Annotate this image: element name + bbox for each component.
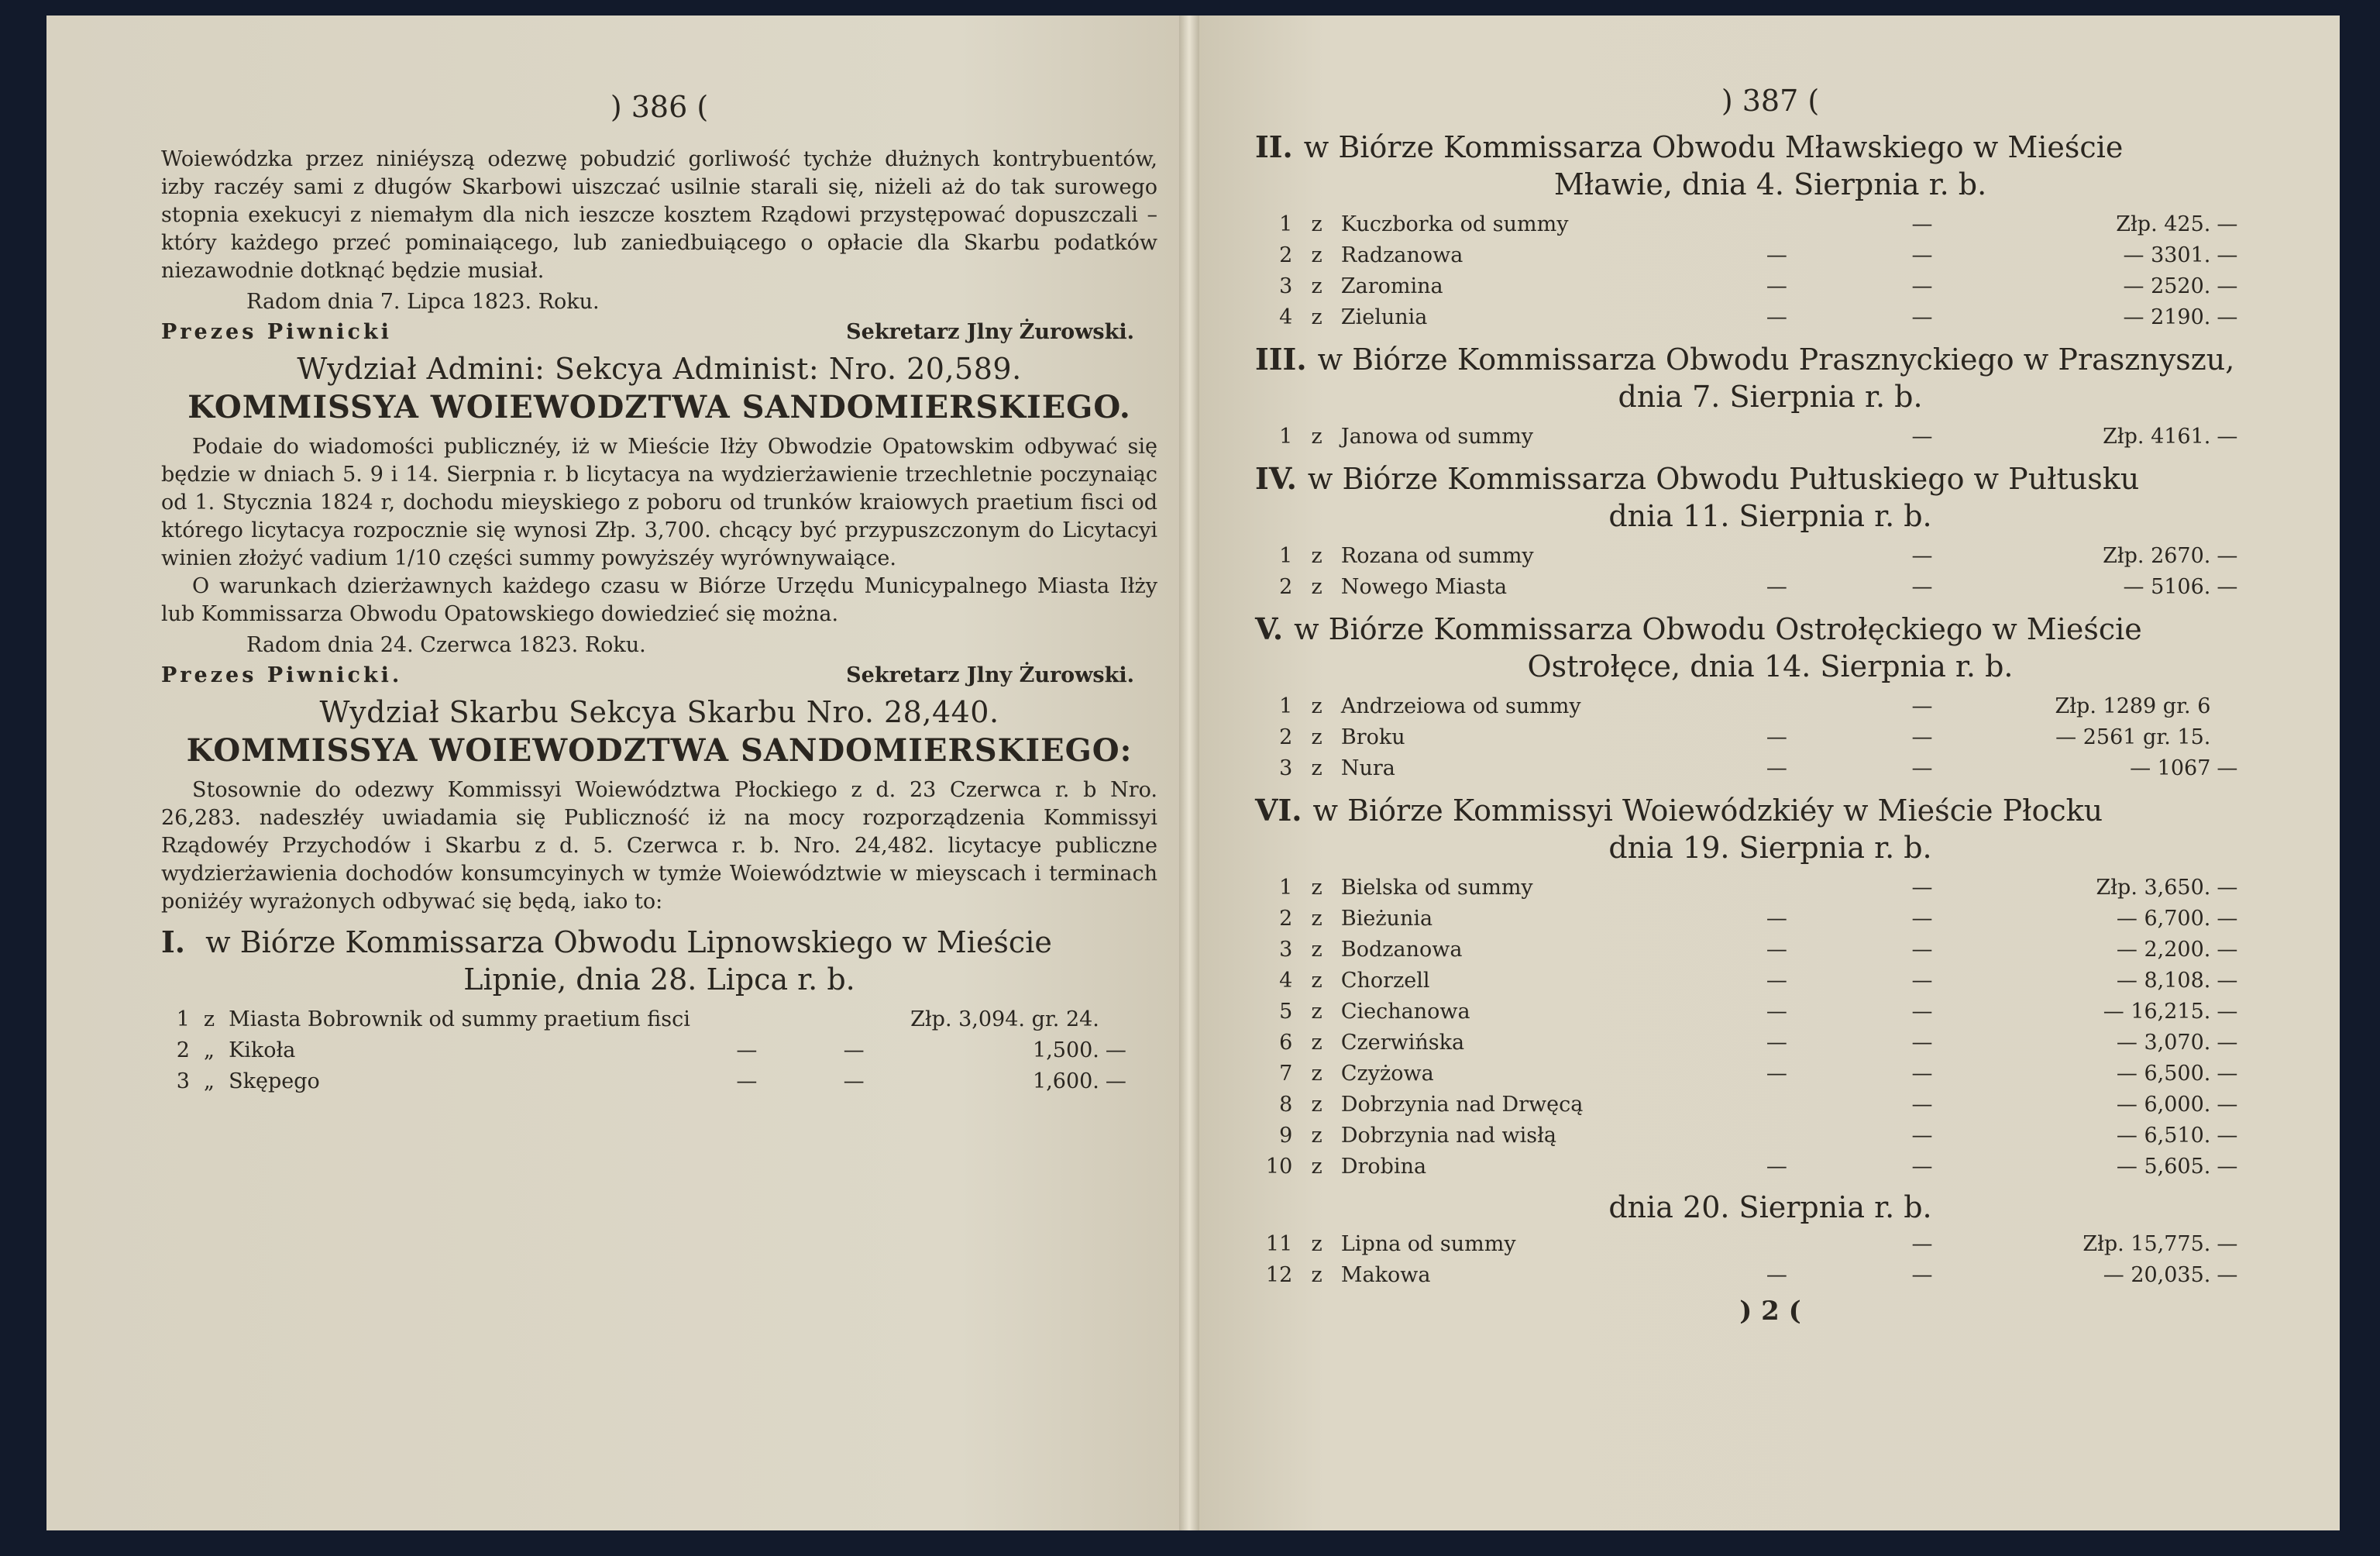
- trailing-dash: —: [2217, 1155, 2238, 1179]
- row-number: 2: [1279, 725, 1293, 749]
- auction-list: [1255, 422, 2285, 453]
- trailing-dash: [2213, 691, 2285, 722]
- row-number: 3: [1279, 274, 1293, 298]
- town-name: Kuczborka od summy: [1340, 212, 1569, 236]
- section-heading: [1255, 129, 2285, 203]
- commission-heading: KOMMISSYA WOIEWODZTWA SANDOMIERSKIEGO.: [187, 389, 1131, 425]
- ditto-mark: —: [1911, 1124, 1933, 1148]
- amount: — 20,035.: [2103, 1263, 2211, 1287]
- trailing-dash: —: [2217, 1124, 2238, 1148]
- town-name: Czerwińska: [1340, 1031, 1465, 1055]
- table-row: [1255, 1090, 2285, 1121]
- ditto-mark: —: [1911, 756, 1933, 780]
- amount: — 2,200.: [2116, 938, 2211, 962]
- ditto-mark: [693, 1004, 800, 1035]
- trailing-dash: —: [2217, 243, 2238, 267]
- section-heading: [1255, 792, 2285, 866]
- table-row: [1255, 240, 2285, 271]
- row-number: 4: [1279, 969, 1293, 993]
- table-row: [1255, 422, 2285, 453]
- row-number: 3: [176, 1069, 190, 1093]
- section-subtitle: Ostrołęce, dnia 14. Sierpnia r. b.: [1527, 649, 2014, 683]
- ditto-mark: —: [1766, 305, 1787, 329]
- table-row: [1255, 753, 2285, 784]
- town-name: Rozana od summy: [1340, 544, 1534, 568]
- table-row: [1255, 1260, 2285, 1291]
- paragraph: O warunkach dzierżawnych każdego czasu w Biórze Urzędu Municypalnego Miasta Iłży lub Kommissarza Obwodu Opatowskiego dowiedzieć się można.: [161, 574, 1157, 626]
- table-row: [1255, 691, 2285, 722]
- town-name: Makowa: [1340, 1263, 1431, 1287]
- section-subtitle: dnia 19. Sierpnia r. b.: [1608, 831, 1932, 865]
- trailing-dash: —: [2217, 756, 2238, 780]
- town-name: Broku: [1340, 725, 1405, 749]
- amount: Złp. 425.: [2116, 212, 2211, 236]
- table-row: [161, 1066, 1157, 1097]
- row-prefix: z: [1311, 1232, 1322, 1256]
- trailing-dash: —: [1105, 1038, 1126, 1062]
- table-row: [1255, 1059, 2285, 1090]
- table-row: [1255, 302, 2285, 333]
- ditto-mark: —: [1766, 243, 1787, 267]
- town-name: Zielunia: [1340, 305, 1428, 329]
- table-row: [1255, 209, 2285, 240]
- ditto-mark: —: [1766, 1000, 1787, 1024]
- signature-mark: ) 2 (: [1739, 1296, 1801, 1327]
- ditto-mark: —: [1911, 575, 1933, 599]
- ditto-mark: —: [1766, 756, 1787, 780]
- row-prefix: z: [1311, 1124, 1322, 1148]
- amount: — 3301.: [2123, 243, 2211, 267]
- amount: — 3,070.: [2116, 1031, 2211, 1055]
- row-number: 1: [1279, 694, 1293, 718]
- ditto-mark: —: [1911, 243, 1933, 267]
- town-name: Nura: [1340, 756, 1395, 780]
- town-name: Bodzanowa: [1340, 938, 1463, 962]
- row-prefix: z: [1311, 1093, 1322, 1117]
- auction-list: [161, 1004, 1157, 1097]
- town-name: Ciechanowa: [1340, 1000, 1470, 1024]
- section-subtitle: Lipnie, dnia 28. Lipca r. b.: [463, 962, 855, 997]
- ditto-mark: [1704, 541, 1850, 572]
- row-number: 2: [1279, 575, 1293, 599]
- ditto-mark: —: [1766, 575, 1787, 599]
- ditto-mark: —: [1911, 876, 1933, 900]
- row-prefix: z: [1311, 243, 1322, 267]
- amount: — 6,510.: [2116, 1124, 2211, 1148]
- prezes-signature: Prezes Piwnicki.: [161, 663, 403, 687]
- trailing-dash: —: [2217, 212, 2238, 236]
- trailing-dash: —: [2217, 305, 2238, 329]
- row-prefix: z: [1311, 305, 1322, 329]
- ditto-mark: —: [1911, 1062, 1933, 1086]
- book-spread: [46, 15, 2340, 1530]
- trailing-dash: —: [2217, 1062, 2238, 1086]
- auction-list: [1255, 209, 2285, 333]
- paragraph: Podaie do wiadomości publicznéy, iż w Mieście Iłży Obwodzie Opatowskim odbywać się będzie w dniach 5. 9 i 14. Sierpnia r. b licytacya na wydzierżawienie trzechletnie poczynaiąc od 1. Stycznia 1824 r, dochodu mieyskiego z poboru od trunków kraiowych praetium fisci od którego licytacya rozpocznie się wynosi Złp. 3,700. chcący być przypuszczonym do Licytacyi winien złożyć vadium 1/10 części summy powyższéy wyrównywaiące.: [161, 435, 1157, 570]
- trailing-dash: —: [2217, 1263, 2238, 1287]
- town-name: Lipna od summy: [1340, 1232, 1516, 1256]
- row-number: 10: [1265, 1155, 1293, 1179]
- row-prefix: „: [204, 1069, 215, 1093]
- table-row: [1255, 271, 2285, 302]
- row-number: 2: [1279, 243, 1293, 267]
- ditto-mark: —: [1911, 1000, 1933, 1024]
- row-prefix: z: [1311, 425, 1322, 449]
- amount: — 5,605.: [2116, 1155, 2211, 1179]
- right-page: [1185, 15, 2340, 1530]
- section-title: w Biórze Kommissarza Obwodu Prasznyckiego w Prasznyszu,: [1317, 343, 2235, 377]
- ditto-mark: —: [736, 1069, 758, 1093]
- table-row: [161, 1004, 1157, 1035]
- sekretarz-signature: Sekretarz Jlny Żurowski.: [846, 320, 1134, 344]
- auction-list: [1255, 541, 2285, 603]
- ditto-mark: —: [1766, 907, 1787, 931]
- signature-line: [161, 663, 1134, 687]
- trailing-dash: —: [2217, 575, 2238, 599]
- date-heading: dnia 20. Sierpnia r. b.: [1608, 1190, 1932, 1224]
- ditto-mark: —: [1911, 938, 1933, 962]
- row-number: 2: [1279, 907, 1293, 931]
- table-row: [1255, 1028, 2285, 1059]
- section-subtitle: Mławie, dnia 4. Sierpnia r. b.: [1553, 167, 1987, 201]
- row-prefix: z: [1311, 1000, 1322, 1024]
- amount: Złp. 15,775.: [2082, 1232, 2211, 1256]
- row-prefix: z: [1311, 1155, 1322, 1179]
- amount: — 6,500.: [2116, 1062, 2211, 1086]
- ditto-mark: —: [1766, 274, 1787, 298]
- ditto-mark: —: [1911, 274, 1933, 298]
- date-line: Radom dnia 7. Lipca 1823. Roku.: [246, 290, 600, 314]
- ditto-mark: —: [1911, 969, 1933, 993]
- row-number: 1: [1279, 876, 1293, 900]
- ditto-mark: —: [1911, 425, 1933, 449]
- row-prefix: z: [1311, 938, 1322, 962]
- ditto-mark: —: [1911, 1263, 1933, 1287]
- town-name: Zaromina: [1340, 274, 1443, 298]
- signature-line: [161, 320, 1134, 344]
- ditto-mark: [1704, 1121, 1850, 1152]
- section-subtitle: dnia 11. Sierpnia r. b.: [1608, 499, 1932, 533]
- amount: — 8,108.: [2116, 969, 2211, 993]
- row-number: 7: [1279, 1062, 1293, 1086]
- row-prefix: z: [203, 1007, 215, 1031]
- ditto-mark: [1704, 1229, 1850, 1260]
- row-prefix: z: [1311, 544, 1322, 568]
- table-row: [1255, 873, 2285, 904]
- ditto-mark: [1704, 873, 1850, 904]
- ditto-mark: —: [1911, 1232, 1933, 1256]
- row-number: 12: [1265, 1263, 1293, 1287]
- ditto-mark: —: [1766, 1062, 1787, 1086]
- book-gutter: [1179, 15, 1199, 1530]
- table-row: [1255, 966, 2285, 997]
- sekretarz-signature: Sekretarz Jlny Żurowski.: [846, 663, 1134, 687]
- amount: Złp. 1289 gr. 6: [2055, 694, 2211, 718]
- section-title: w Biórze Kommissarza Obwodu Mławskiego w Mieście: [1303, 130, 2124, 164]
- section-number: I.: [161, 924, 186, 959]
- town-name: Dobrzynia nad wisłą: [1340, 1124, 1556, 1148]
- section-title: w Biórze Kommissarza Obwodu Ostrołęckiego w Mieście: [1294, 612, 2142, 646]
- amount: — 2190.: [2123, 305, 2211, 329]
- row-number: 1: [1279, 212, 1293, 236]
- row-prefix: z: [1311, 212, 1322, 236]
- page-number: ) 386 (: [610, 90, 709, 124]
- row-number: 5: [1279, 1000, 1293, 1024]
- trailing-dash: [1102, 1004, 1157, 1035]
- row-number: 1: [1279, 425, 1293, 449]
- ditto-mark: —: [1766, 1155, 1787, 1179]
- town-name: Bielska od summy: [1340, 876, 1533, 900]
- ditto-mark: —: [1911, 1155, 1933, 1179]
- row-number: 1: [176, 1007, 190, 1031]
- trailing-dash: [2213, 722, 2285, 753]
- row-prefix: z: [1311, 694, 1322, 718]
- table-row: [1255, 997, 2285, 1028]
- trailing-dash: —: [2217, 969, 2238, 993]
- ditto-mark: —: [1911, 694, 1933, 718]
- row-prefix: „: [204, 1038, 215, 1062]
- section-number: V.: [1255, 611, 1284, 646]
- ditto-mark: —: [1766, 969, 1787, 993]
- town-name: Andrzeiowa od summy: [1340, 694, 1581, 718]
- row-prefix: z: [1311, 876, 1322, 900]
- town-name: Nowego Miasta: [1340, 575, 1508, 599]
- trailing-dash: —: [2217, 907, 2238, 931]
- section-number: IV.: [1255, 461, 1297, 496]
- section-heading: [1255, 460, 2285, 535]
- ditto-mark: —: [1911, 907, 1933, 931]
- row-prefix: z: [1311, 1031, 1322, 1055]
- row-number: 3: [1279, 756, 1293, 780]
- section-heading: [161, 924, 1157, 998]
- commission-heading: KOMMISSYA WOIEWODZTWA SANDOMIERSKIEGO:: [186, 732, 1133, 769]
- trailing-dash: —: [2217, 425, 2238, 449]
- page-number: ) 387 (: [1721, 84, 1820, 118]
- amount: Złp. 4161.: [2103, 425, 2211, 449]
- auction-list: [1255, 873, 2285, 1182]
- section-number: VI.: [1255, 793, 1302, 828]
- row-number: 11: [1265, 1232, 1293, 1256]
- table-row: [1255, 904, 2285, 935]
- ditto-mark: [1704, 209, 1850, 240]
- auction-list: [1255, 1229, 2285, 1291]
- amount: Złp. 3,094. gr. 24.: [910, 1007, 1099, 1031]
- ditto-mark: —: [1911, 725, 1933, 749]
- trailing-dash: —: [2217, 1093, 2238, 1117]
- paragraph: Woiewódzka przez niniéyszą odezwę pobudzić gorliwość tychże dłużnych kontrybuentów, izby raczéy sami z długów Skarbowi uiszczać usilnie starali się, niżeli aż do tak surowego stopnia exekucyi z niemałym dla nich ieszcze kosztem Rządowi przystępować dopuszczali – który każdego przeć pominaiącego, lub zaniedbuiącego o opłacie dla Skarbu podatków niezawodnie dotknąć będzie musiał.: [161, 147, 1157, 283]
- trailing-dash: —: [2217, 544, 2238, 568]
- row-prefix: z: [1311, 274, 1322, 298]
- left-page: [46, 15, 1185, 1530]
- town-name: Miasta Bobrownik od summy praetium fisci: [229, 1007, 690, 1031]
- amount: — 6,700.: [2116, 907, 2211, 931]
- row-prefix: z: [1311, 969, 1322, 993]
- ditto-mark: —: [736, 1038, 758, 1062]
- ditto-mark: —: [843, 1038, 865, 1062]
- section-title: w Biórze Kommissarza Obwodu Lipnowskiego w Mieście: [205, 925, 1052, 959]
- department-heading: Wydział Admini: Sekcya Administ: Nro. 20,589.: [297, 352, 1022, 386]
- town-name: Bieżunia: [1340, 907, 1433, 931]
- amount: — 6,000.: [2116, 1093, 2211, 1117]
- table-row: [1255, 722, 2285, 753]
- town-name: Kikoła: [229, 1038, 296, 1062]
- row-number: 2: [176, 1038, 190, 1062]
- trailing-dash: —: [2217, 1031, 2238, 1055]
- ditto-mark: —: [843, 1069, 865, 1093]
- trailing-dash: —: [2217, 1000, 2238, 1024]
- trailing-dash: —: [2217, 876, 2238, 900]
- table-row: [1255, 1152, 2285, 1182]
- table-row: [1255, 541, 2285, 572]
- ditto-mark: —: [1911, 212, 1933, 236]
- ditto-mark: —: [1766, 725, 1787, 749]
- section-heading: [1255, 611, 2285, 685]
- town-name: Skępego: [229, 1069, 320, 1093]
- amount: — 2520.: [2123, 274, 2211, 298]
- section-title: w Biórze Kommissarza Obwodu Pułtuskiego w Pułtusku: [1307, 462, 2140, 496]
- ditto-mark: —: [1766, 1263, 1787, 1287]
- row-number: 4: [1279, 305, 1293, 329]
- town-name: Czyżowa: [1340, 1062, 1434, 1086]
- ditto-mark: [1704, 1090, 1850, 1121]
- table-row: [1255, 935, 2285, 966]
- table-row: [1255, 572, 2285, 603]
- trailing-dash: —: [2217, 1232, 2238, 1256]
- ditto-mark: —: [1911, 1093, 1933, 1117]
- row-number: 8: [1279, 1093, 1293, 1117]
- section-title: w Biórze Kommissyi Woiewódzkiéy w Mieście Płocku: [1312, 793, 2103, 828]
- town-name: Janowa od summy: [1340, 425, 1534, 449]
- table-row: [1255, 1121, 2285, 1152]
- section-number: III.: [1255, 342, 1307, 377]
- ditto-mark: —: [1911, 544, 1933, 568]
- row-prefix: z: [1311, 1062, 1322, 1086]
- amount: Złp. 2670.: [2103, 544, 2211, 568]
- row-prefix: z: [1311, 907, 1322, 931]
- row-number: 9: [1279, 1124, 1293, 1148]
- row-prefix: z: [1311, 575, 1322, 599]
- amount: — 2561 gr. 15.: [2055, 725, 2211, 749]
- prezes-signature: Prezes Piwnicki: [161, 320, 392, 344]
- town-name: Dobrzynia nad Drwęcą: [1340, 1093, 1584, 1117]
- amount: — 5106.: [2123, 575, 2211, 599]
- ditto-mark: [1704, 422, 1850, 453]
- section-number: II.: [1255, 129, 1293, 164]
- trailing-dash: —: [2217, 938, 2238, 962]
- town-name: Radzanowa: [1340, 243, 1463, 267]
- section-subtitle: dnia 7. Sierpnia r. b.: [1618, 380, 1923, 414]
- town-name: Chorzell: [1340, 969, 1430, 993]
- ditto-mark: —: [1911, 305, 1933, 329]
- row-prefix: z: [1311, 756, 1322, 780]
- ditto-mark: [1704, 691, 1850, 722]
- department-heading: Wydział Skarbu Sekcya Skarbu Nro. 28,440.: [319, 695, 999, 729]
- auction-list: [1255, 691, 2285, 784]
- town-name: Drobina: [1340, 1155, 1427, 1179]
- ditto-mark: [800, 1004, 907, 1035]
- amount: Złp. 3,650.: [2096, 876, 2211, 900]
- amount: — 16,215.: [2103, 1000, 2211, 1024]
- row-number: 1: [1279, 544, 1293, 568]
- amount: 1,600.: [1033, 1069, 1099, 1093]
- row-prefix: z: [1311, 725, 1322, 749]
- section-heading: [1255, 341, 2285, 415]
- ditto-mark: —: [1911, 1031, 1933, 1055]
- trailing-dash: —: [1105, 1069, 1126, 1093]
- ditto-mark: —: [1766, 1031, 1787, 1055]
- amount: 1,500.: [1033, 1038, 1099, 1062]
- table-row: [1255, 1229, 2285, 1260]
- row-number: 6: [1279, 1031, 1293, 1055]
- date-line: Radom dnia 24. Czerwca 1823. Roku.: [246, 633, 646, 657]
- amount: — 1067: [2130, 756, 2211, 780]
- trailing-dash: —: [2217, 274, 2238, 298]
- paragraph: Stosownie do odezwy Kommissyi Woiewództwa Płockiego z d. 23 Czerwca r. b Nro. 26,283. nadeszłéy uwiadamia się Publiczność iż na mocy rozporządzenia Kommissyi Rządowéy Przychodów i Skarbu z d. 5. Czerwca r. b. Nro. 24,482. licytacye publiczne wydzierżawienia dochodów konsumcyinych w tymże Woiewództwie w mieyscach i terminach poniżéy wyrażonych odbywać się będą, iako to:: [161, 778, 1157, 914]
- ditto-mark: —: [1766, 938, 1787, 962]
- row-prefix: z: [1311, 1263, 1322, 1287]
- table-row: [161, 1035, 1157, 1066]
- row-number: 3: [1279, 938, 1293, 962]
